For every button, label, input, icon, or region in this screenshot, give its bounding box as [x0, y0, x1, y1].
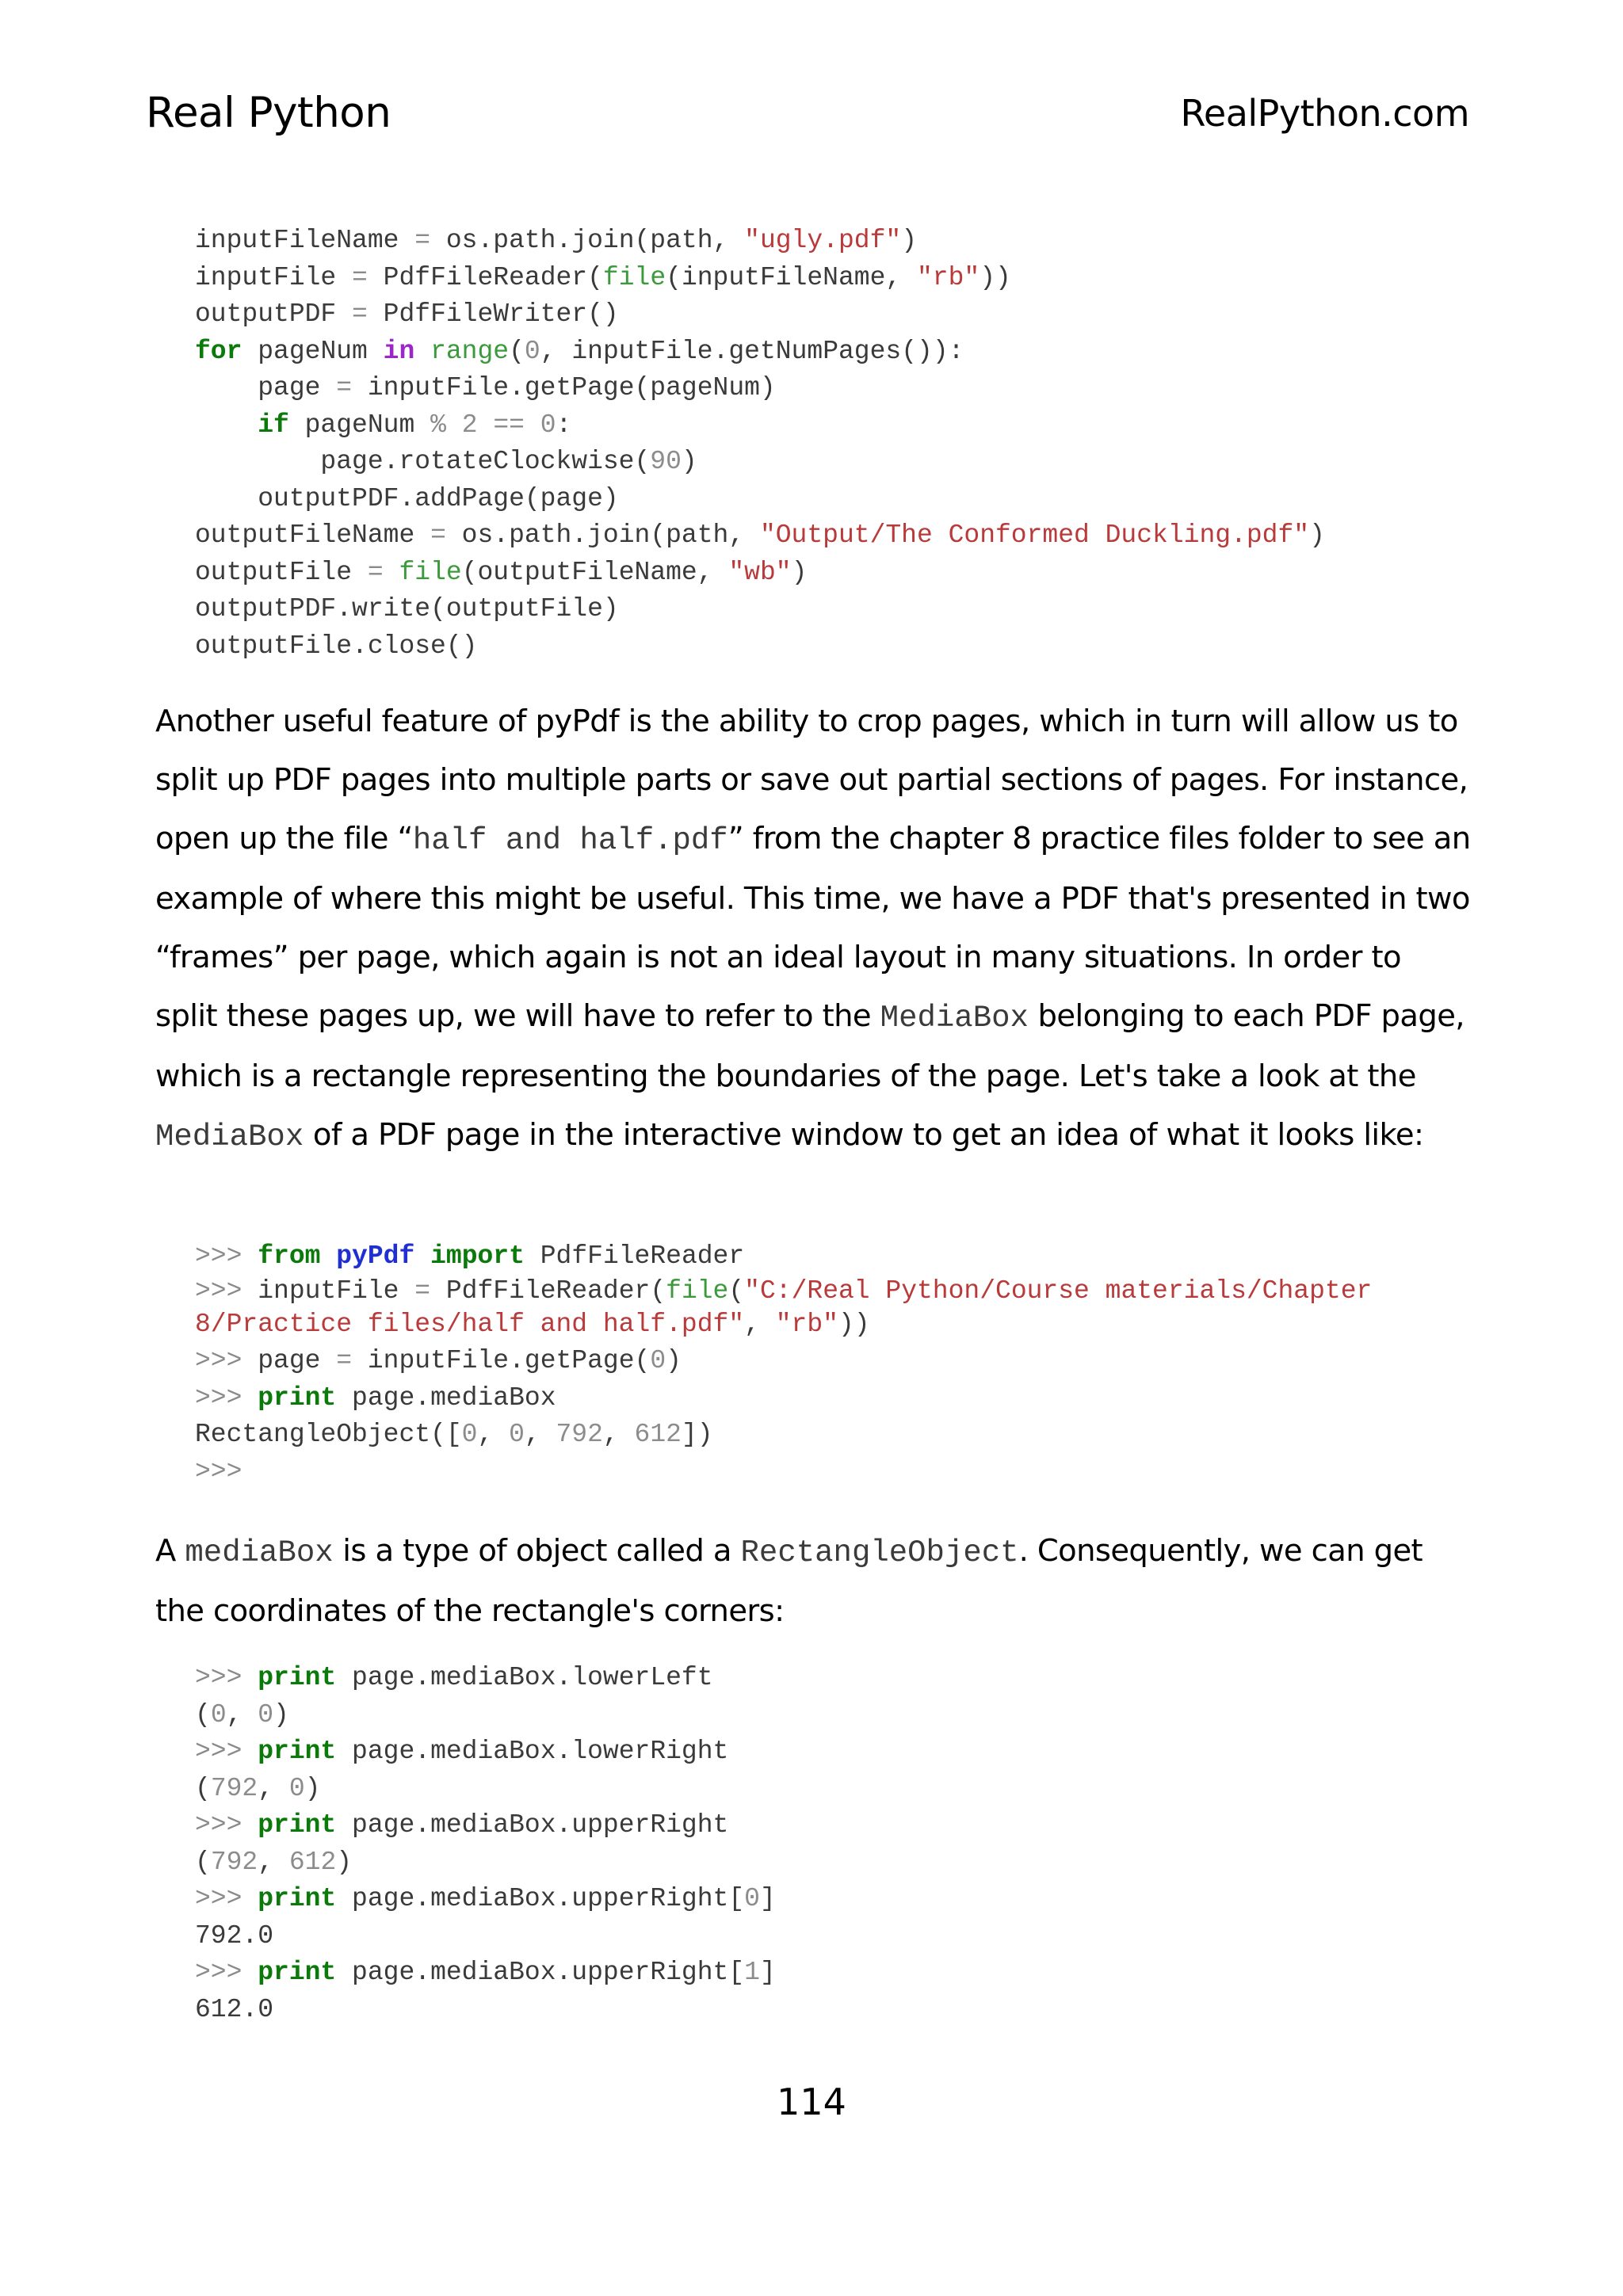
- code-line: RectangleObject([0, 0, 792, 612]): [195, 1420, 713, 1449]
- code-line: outputFileName = os.path.join(path, "Output/The Conformed Duckling.pdf"): [195, 521, 1325, 550]
- paragraph-crop-intro: Another useful feature of pyPdf is the ability to crop pages, which in turn will allow us to split up PDF pages into multiple parts or save out partial sections of pages. For instance, open up the file “half and half.pdf” from the chapter 8 practice files folder to see an example of where this might be useful. This time, we have a PDF that's presented in two “frames” per page, which again is not an ideal layout in many situations. In order to split these pages up, we will have to refer to the MediaBox belonging to each PDF page, which is a rectangle representing the boundaries of the page. Let's take a look at the MediaBox of a PDF page in the interactive window to get an idea of what it looks like:: [155, 704, 1471, 1154]
- code-line: inputFileName = os.path.join(path, "ugly.pdf"): [195, 226, 917, 255]
- code-block-rotate: [195, 223, 1325, 665]
- code-line: for pageNum in range(0, inputFile.getNumPages()):: [195, 336, 964, 366]
- code-line: (792, 0): [195, 1773, 321, 1803]
- code-line: >>> inputFile = PdfFileReader(file("C:/Real Python/Course materials/Chapter: [195, 1276, 1373, 1306]
- code-line: >>> page = inputFile.getPage(0): [195, 1346, 682, 1375]
- code-line: >>> print page.mediaBox.upperRight[1]: [195, 1958, 776, 1987]
- code-line: >>> from pyPdf import PdfFileReader: [195, 1241, 745, 1271]
- code-line: >>> print page.mediaBox: [195, 1383, 556, 1413]
- code-line: >>>: [195, 1456, 242, 1486]
- code-line: 792.0: [195, 1920, 274, 1951]
- code-line: outputFile.close(): [195, 631, 478, 661]
- code-line: page = inputFile.getPage(pageNum): [195, 373, 776, 402]
- code-block-interactive-mediabox: [195, 1238, 1372, 1490]
- code-line: (792, 612): [195, 1847, 353, 1877]
- paragraph-rectangle-object: A mediaBox is a type of object called a RectangleObject. Consequently, we can get the coordinates of the rectangle's corners:: [155, 1533, 1423, 1629]
- code-line: >>> print page.mediaBox.lowerLeft: [195, 1663, 713, 1692]
- code-line: >>> print page.mediaBox.upperRight[0]: [195, 1884, 776, 1913]
- header-site: RealPython.com: [1180, 92, 1469, 135]
- code-line: outputPDF.write(outputFile): [195, 594, 619, 624]
- page-number: 114: [777, 2081, 846, 2123]
- code-line: 8/Practice files/half and half.pdf", "rb")): [195, 1309, 870, 1339]
- code-block-corners: [195, 1660, 776, 2028]
- code-line: inputFile = PdfFileReader(file(inputFileName, "rb")): [195, 262, 1011, 292]
- code-line: >>> print page.mediaBox.upperRight: [195, 1810, 729, 1840]
- code-line: outputPDF = PdfFileWriter(): [195, 299, 619, 329]
- code-line: (0, 0): [195, 1699, 289, 1730]
- code-line: 612.0: [195, 1994, 274, 2024]
- code-line: outputFile = file(outputFileName, "wb"): [195, 557, 808, 587]
- code-line: outputPDF.addPage(page): [195, 483, 619, 513]
- code-line: >>> print page.mediaBox.lowerRight: [195, 1737, 729, 1766]
- code-line: if pageNum % 2 == 0:: [258, 410, 572, 440]
- code-line: page.rotateClockwise(90): [195, 447, 697, 476]
- header-title: Real Python: [146, 89, 391, 137]
